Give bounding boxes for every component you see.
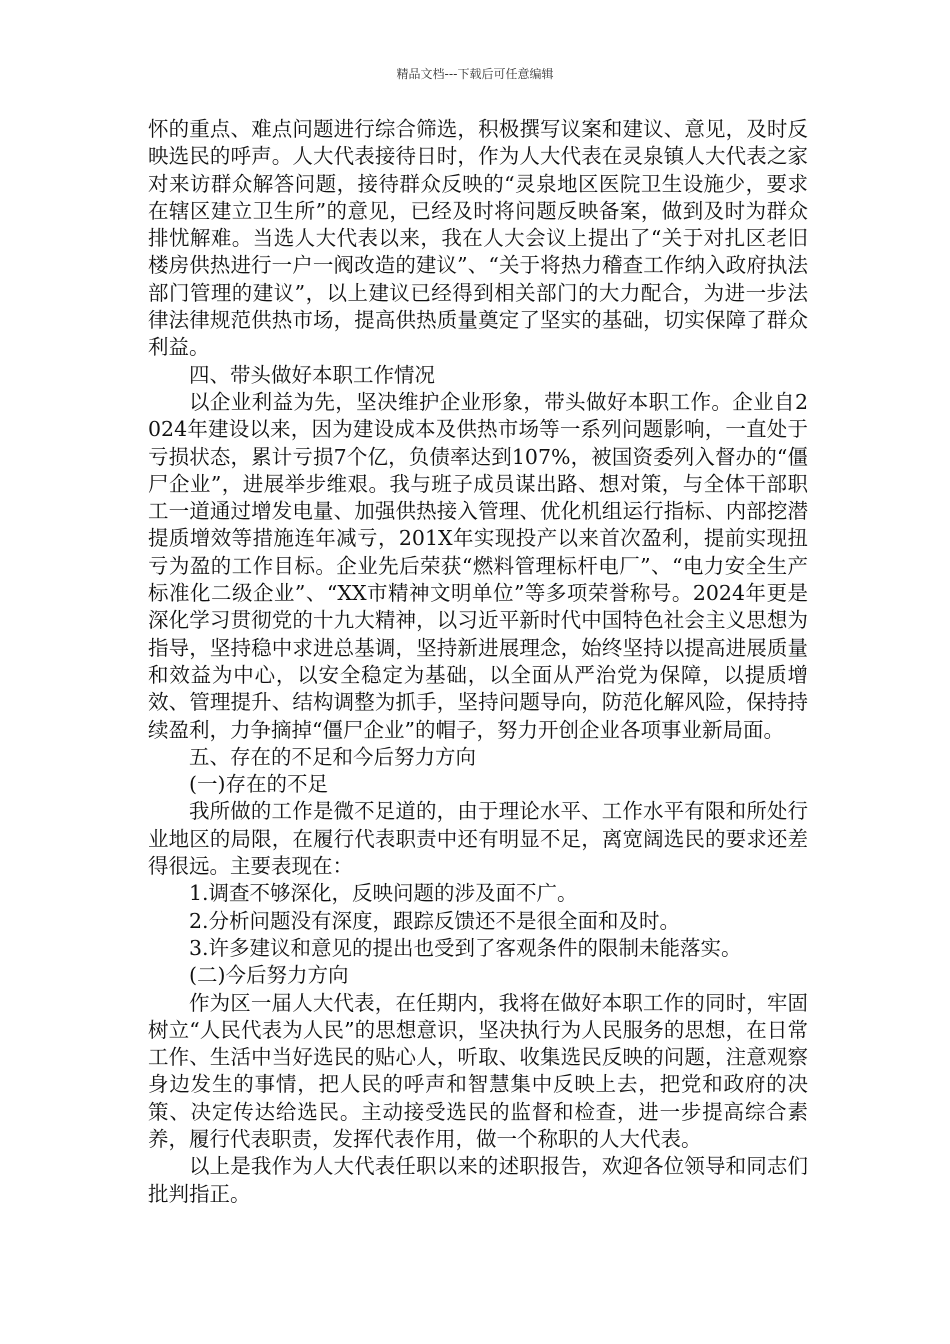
paragraph-work-performance: 以企业利益为先，坚决维护企业形象，带头做好本职工作。企业自2024年建设以来，因为建设成本及供热市场等一系列问题影响，一直处于亏损状态，累计亏损7个亿，负债率达到107%，被国资委列入督办的“僵尸企业”，进展举步维艰。我与班子成员谋出路、想对策，与全体干部职工一道通过增发电量、加强供热接入管理、优化机组运行指标、内部挖潜提质增效等措施连年减亏，201X年实现投产以来首次盈利，提前实现扭亏为盈的工作目标。企业先后荣获“燃料管理标杆电厂”、“电力安全生产标准化二级企业”、“XX市精神文明单位”等多项荣誉称号。2024年更是深化学习贯彻党的十九大精神，以习近平新时代中国特色社会主义思想为指导，坚持稳中求进总基调，坚持新进展理念，始终坚持以提高进展质量和效益为中心，以安全稳定为基础，以全面从严治党为保障，以提质增效、管理提升、结构调整为抓手，坚持问题导向，防范化解风险，保持持续盈利，力争摘掉“僵尸企业”的帽子，努力开创企业各项事业新局面。 <box>148 389 808 742</box>
subsection-heading-shortcomings: (一)存在的不足 <box>189 772 328 797</box>
paragraph-intro-continuation: 怀的重点、难点问题进行综合筛选，积极撰写议案和建议、意见，及时反映选民的呼声。人大代表接待日时，作为人大代表在灵泉镇人大代表之家对来访群众解答问题，接待群众反映的“灵泉地区医院卫生设施少，要求在辖区建立卫生所”的意见，已经及时将问题反映备案，做到及时为群众排忧解难。当选人大代表以来，我在人大会议上提出了“关于对扎区老旧楼房供热进行一户一阀改造的建议”、“关于将热力稽查工作纳入政府执法部门管理的建议”，以上建议已经得到相关部门的大力配合，为进一步法律法律规范供热市场，提高供热质量奠定了坚实的基础，切实保障了群众利益。 <box>148 117 808 360</box>
paragraph-shortcomings: 我所做的工作是微不足道的，由于理论水平、工作水平有限和所处行业地区的局限，在履行代表职责中还有明显不足，离宽阔选民的要求还差得很远。主要表现在： <box>148 799 808 879</box>
document-body <box>148 116 808 1208</box>
list-item-3: 3.许多建议和意见的提出也受到了客观条件的限制未能落实。 <box>189 935 742 960</box>
section-heading-5: 五、存在的不足和今后努力方向 <box>189 744 476 769</box>
list-item-1: 1.调查不够深化，反映问题的涉及面不广。 <box>189 881 578 906</box>
page-header: 精品文档---下载后可任意编辑 <box>396 67 554 81</box>
section-heading-4: 四、带头做好本职工作情况 <box>189 362 435 387</box>
paragraph-future-direction: 作为区一届人大代表，在任期内，我将在做好本职工作的同时，牢固树立“人民代表为人民”的思想意识，坚决执行为人民服务的思想，在日常工作、生活中当好选民的贴心人，听取、收集选民反映的问题，注意观察身边发生的事情，把人民的呼声和智慧集中反映上去，把党和政府的决策、决定传达给选民。主动接受选民的监督和检查，进一步提高综合素养，履行代表职责，发挥代表作用，做一个称职的人大代表。 <box>148 990 808 1151</box>
paragraph-closing: 以上是我作为人大代表任职以来的述职报告，欢迎各位领导和同志们批判指正。 <box>148 1154 808 1206</box>
list-item-2: 2.分析问题没有深度，跟踪反馈还不是很全面和及时。 <box>189 908 681 933</box>
subsection-heading-future: (二)今后努力方向 <box>189 963 349 988</box>
